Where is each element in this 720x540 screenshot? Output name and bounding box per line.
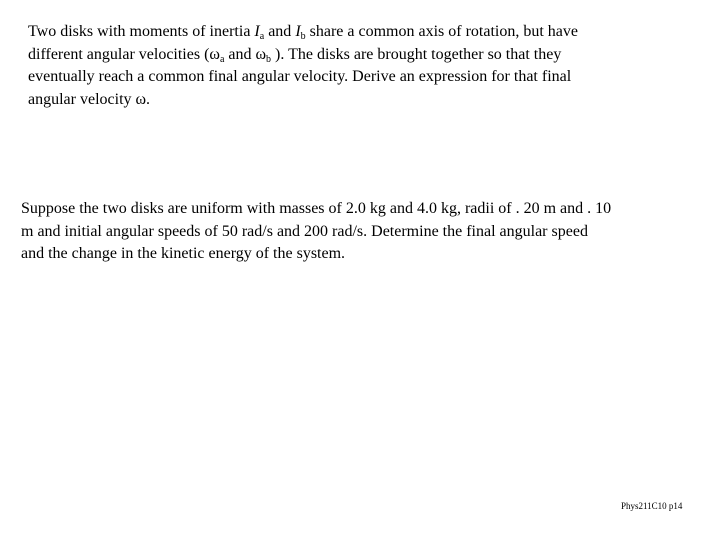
problem-2-line-2: m and initial angular speeds of 50 rad/s and 200 rad/s. Determine the final angular speed [21, 222, 588, 240]
subscript-b: b [266, 53, 272, 65]
text-segment: and [264, 23, 296, 40]
problem-2-line-3: and the change in the kinetic energy of the system. [21, 245, 346, 262]
symbol-omega-b: ω [255, 45, 267, 63]
text-segment: ). The disks are brought together so that they [271, 45, 562, 63]
symbol-omega-final: ω [135, 90, 147, 108]
problem-2-line-1: Suppose the two disks are uniform with masses of 2.0 kg and 4.0 kg, radii of . 20 m and . 10 [21, 200, 612, 217]
problem-1-line-3: eventually reach a common final angular velocity. Derive an expression for that final [28, 68, 572, 85]
problem-1-line-4 [28, 89, 678, 112]
text-segment: angular velocity [28, 90, 136, 108]
problem-1-text [28, 21, 678, 111]
subscript-a: a [259, 31, 265, 42]
text-segment: different angular velocities ( [28, 45, 210, 63]
subscript-b: b [300, 31, 306, 42]
text-segment: and [224, 45, 256, 63]
problem-1-line-2 [28, 44, 678, 67]
symbol-inertia-b: I [295, 23, 301, 40]
problem-1-line-1 [28, 21, 678, 44]
text-segment: share a common axis of rotation, but have [305, 23, 579, 40]
subscript-a: a [219, 53, 225, 65]
text-segment: Two disks with moments of inertia [28, 23, 255, 40]
problem-2-text [21, 198, 701, 266]
symbol-omega-a: ω [209, 45, 220, 63]
text-segment: . [146, 90, 151, 108]
slide-footer-label: Phys211C10 p14 [621, 501, 683, 511]
symbol-inertia-a: I [254, 23, 260, 40]
